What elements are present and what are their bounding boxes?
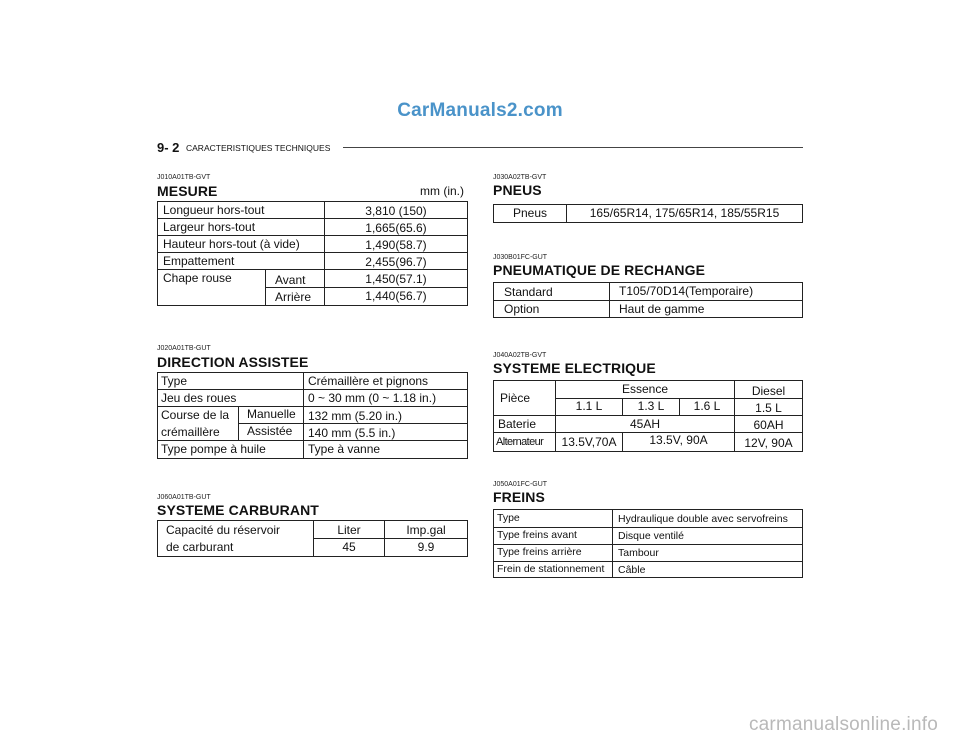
electrique-essence-11: 1.1 L [575, 399, 603, 413]
mesure-row-label: Largeur hors-tout [163, 220, 256, 234]
mesure-row-value: 1,665(65.6) [365, 221, 427, 235]
pneus-title: PNEUS [493, 182, 542, 198]
freins-code: J050A01FC-GUT [493, 481, 548, 488]
mesure-row-value: 3,810 (150) [365, 204, 427, 218]
freins-value: Hydraulique double avec servofreins [618, 513, 788, 525]
carburant-table [157, 520, 468, 557]
page-header-title: CARACTERISTIQUES TECHNIQUES [186, 143, 331, 153]
rechange-table [493, 282, 803, 318]
electrique-alternateur-diesel: 12V, 90A [744, 436, 793, 450]
pneus-code: J030A02TB-GVT [493, 174, 547, 181]
mesure-row-value: 2,455(96.7) [365, 255, 427, 269]
carburant-value-impgal: 9.9 [417, 540, 435, 554]
electrique-essence-16: 1.6 L [693, 399, 721, 413]
direction-pompe-label: Type pompe à huile [161, 442, 266, 456]
electrique-diesel-header: Diesel [751, 384, 786, 398]
direction-pompe-value: Type à vanne [308, 442, 381, 456]
carburant-label: de carburant [166, 540, 234, 554]
electrique-code: J040A02TB-GVT [493, 352, 547, 359]
pneus-label: Pneus [512, 206, 548, 220]
electrique-diesel-15: 1.5 L [755, 401, 782, 415]
mesure-row-value: 1,490(58.7) [365, 238, 427, 252]
rechange-code: J030B01FC-GUT [493, 254, 548, 261]
freins-label: Frein de stationnement [497, 563, 605, 575]
rechange-label: Standard [504, 285, 553, 299]
direction-jeu-value: 0 ~ 30 mm (0 ~ 1.18 in.) [308, 391, 437, 405]
electrique-baterie-essence: 45AH [629, 417, 661, 431]
electrique-essence-header: Essence [621, 382, 669, 396]
electrique-baterie-label: Baterie [498, 417, 537, 431]
electrique-piece-label: Pièce [500, 391, 531, 405]
direction-type-value: Crémaillère et pignons [308, 374, 429, 388]
carburant-code: J060A01TB-GUT [157, 494, 211, 501]
electrique-title: SYSTEME ELECTRIQUE [493, 360, 656, 376]
carburant-value-liter: 45 [342, 540, 356, 554]
direction-type-label: Type [161, 374, 188, 388]
direction-assistee-label: Assistée [247, 424, 293, 438]
freins-table [493, 509, 803, 578]
mesure-chape-rear: Arrière [275, 290, 312, 304]
mesure-code: J010A01TB-GVT [157, 174, 211, 181]
electrique-baterie-diesel: 60AH [753, 418, 784, 432]
pneus-value: 165/65R14, 175/65R14, 185/55R15 [589, 206, 780, 220]
rechange-title: PNEUMATIQUE DE RECHANGE [493, 262, 706, 278]
direction-manuelle-value: 132 mm (5.20 in.) [308, 409, 403, 423]
electrique-alternateur-11: 13.5V,70A [561, 435, 617, 449]
page-number: 9- 2 [157, 140, 180, 155]
direction-jeu-label: Jeu des roues [161, 391, 237, 405]
electrique-alternateur-label: Alternateur [496, 436, 544, 448]
header-rule [343, 147, 803, 148]
direction-course-label: crémaillère [161, 425, 220, 439]
direction-course-label: Course de la [161, 408, 230, 422]
watermark-top: CarManuals2.com [397, 100, 563, 121]
freins-label: Type [497, 512, 520, 524]
mesure-row-label: Hauteur hors-tout (à vide) [163, 237, 300, 251]
mesure-title: MESURE [157, 183, 218, 199]
carburant-col-impgal: Imp.gal [406, 523, 446, 537]
rechange-value: T105/70D14(Temporaire) [619, 284, 754, 298]
mesure-chape-label: Chape rouse [163, 271, 232, 285]
carburant-label: Capacité du réservoir [166, 523, 281, 537]
rechange-label: Option [504, 302, 540, 316]
mesure-row-label: Longueur hors-tout [163, 203, 265, 217]
mesure-unit: mm (in.) [420, 184, 464, 198]
mesure-chape-front-value: 1,450(57.1) [365, 272, 427, 286]
freins-label: Type freins arrière [497, 546, 582, 558]
mesure-chape-rear-value: 1,440(56.7) [365, 289, 427, 303]
pneus-table [493, 204, 803, 223]
mesure-row-label: Empattement [163, 254, 235, 268]
electrique-alternateur-1316: 13.5V, 90A [649, 433, 708, 447]
watermark-bottom: carmanualsonline.info [748, 714, 938, 735]
freins-title: FREINS [493, 489, 545, 505]
direction-manuelle-label: Manuelle [247, 407, 296, 421]
freins-value: Câble [618, 564, 646, 576]
carburant-title: SYSTEME CARBURANT [157, 502, 319, 518]
carburant-col-liter: Liter [337, 523, 361, 537]
freins-value: Disque ventilé [618, 530, 684, 542]
electrique-essence-13: 1.3 L [637, 399, 665, 413]
direction-title: DIRECTION ASSISTEE [157, 354, 309, 370]
rechange-value: Haut de gamme [619, 302, 705, 316]
direction-code: J020A01TB-GUT [157, 345, 211, 352]
electrique-table [493, 380, 803, 452]
freins-value: Tambour [618, 547, 659, 559]
freins-label: Type freins avant [497, 529, 577, 541]
mesure-table [157, 201, 468, 306]
direction-table [157, 372, 468, 459]
mesure-chape-front: Avant [275, 273, 306, 287]
direction-assistee-value: 140 mm (5.5 in.) [308, 426, 396, 440]
